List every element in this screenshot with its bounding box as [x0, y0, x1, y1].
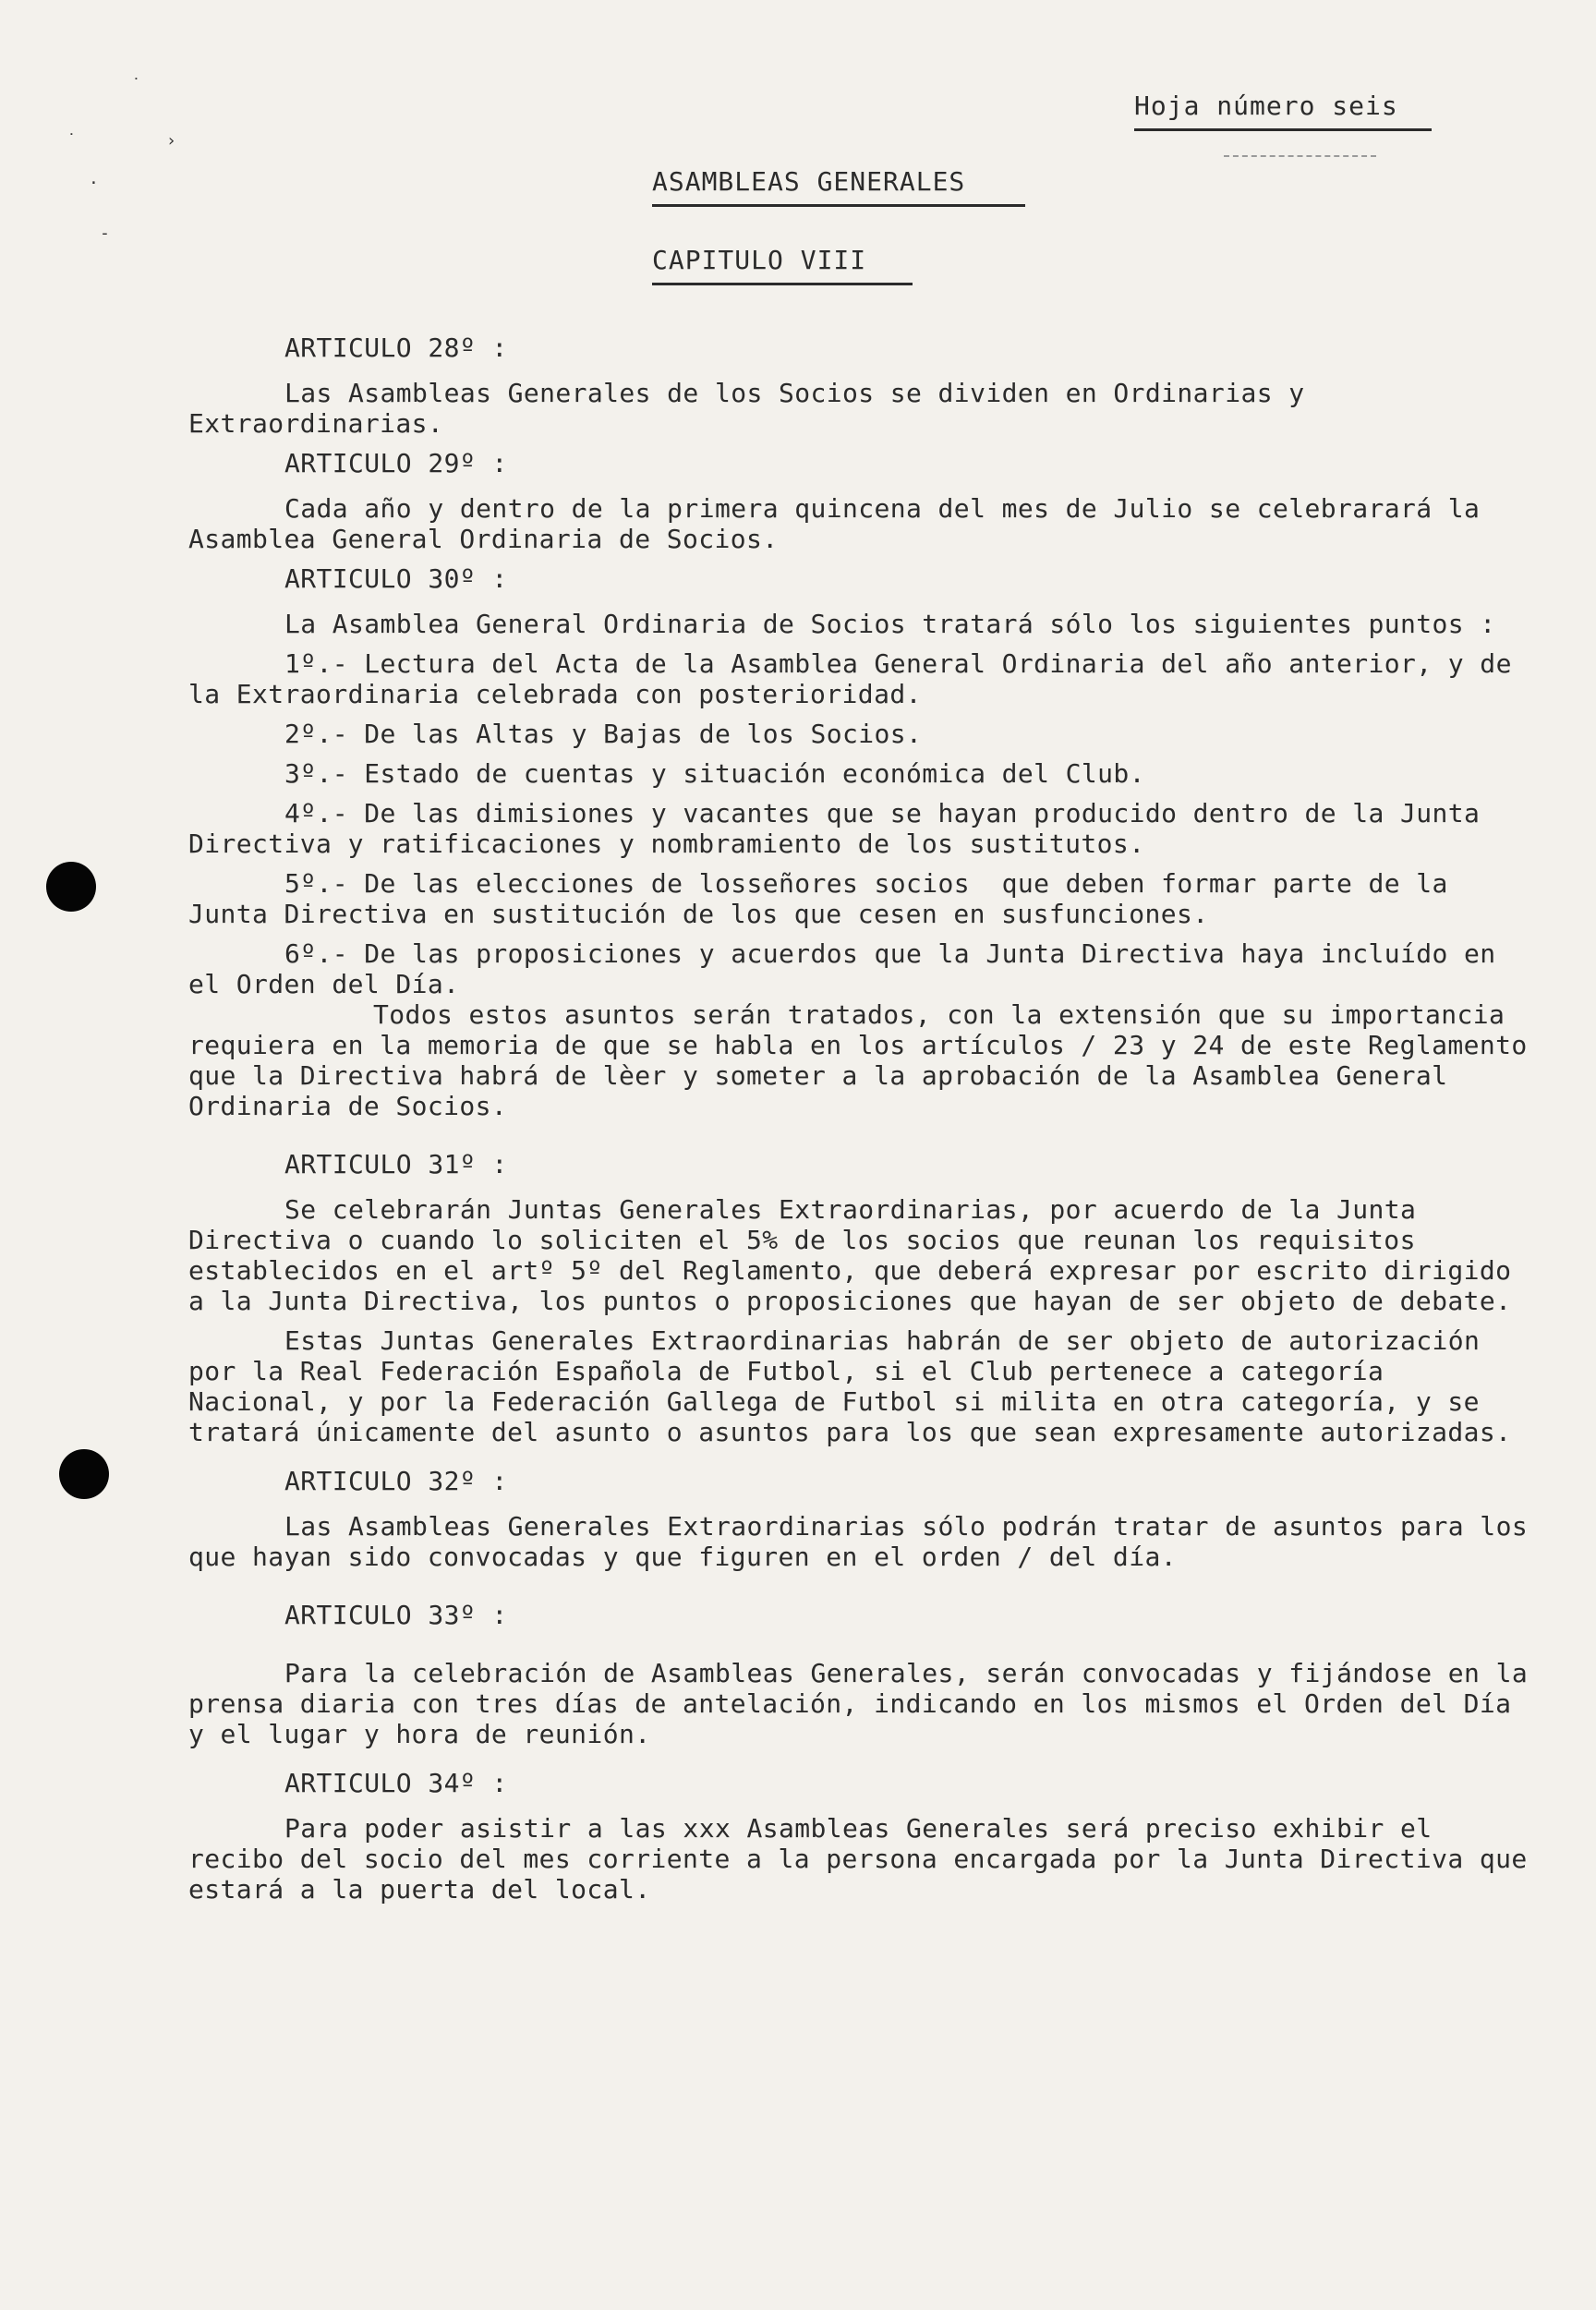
article-title: ARTICULO 31º : [284, 1149, 508, 1179]
article-paragraph: Para poder asistir a las xxx Asambleas Generales será preciso exhibir el recibo del socio del mes corriente a la persona encargada por la Junta Directiva que estará a la puerta del local. [188, 1813, 1543, 1905]
article-title: ARTICULO 34º : [284, 1768, 508, 1798]
punch-hole [46, 862, 96, 912]
stray-mark: ˙ [131, 76, 141, 95]
stray-mark: › [166, 131, 176, 151]
section-title: ASAMBLEAS GENERALES [652, 166, 1025, 207]
list-item: 4º.- De las dimisiones y vacantes que se hayan producido dentro de la Junta Directiva y ratificaciones y nombramiento de los sustitutos. [188, 798, 1496, 859]
article-paragraph: Se celebrarán Juntas Generales Extraordinarias, por acuerdo de la Junta Directiva o cuando lo soliciten el 5% de los socios que reunan los requisitos establecidos en el artº 5º del Reglamento, que deberá expresar por escrito dirigido a la Junta Directiva, los puntos o proposiciones que hayan de ser objeto de debate. [188, 1194, 1528, 1316]
article-paragraph: La Asamblea General Ordinaria de Socios tratará sólo los siguientes puntos : [284, 609, 1496, 639]
article-title: ARTICULO 33º : [284, 1600, 508, 1630]
sheet-number: Hoja número seis [1134, 91, 1432, 131]
list-item: 5º.- De las elecciones de losseñores socios que deben formar parte de la Junta Directiva en sustitución de los que cesen en susfunciones. [188, 868, 1465, 929]
punch-hole [59, 1449, 109, 1499]
list-item: 6º.- De las proposiciones y acuerdos que la Junta Directiva haya incluído en el Orden del Día. [188, 938, 1512, 999]
article-paragraph: Las Asambleas Generales de los Socios se dividen en Ordinarias y Extraordinarias. [188, 378, 1321, 439]
stray-mark: - [100, 224, 110, 243]
dashed-line [1224, 155, 1376, 157]
article-paragraph: Todos estos asuntos serán tratados, con la extensión que su importancia requiera en la memoria de que se habla en los artículos / 23 y 24 de este Reglamento que la Directiva habrá de lèer y someter a la aprobación de la Asamblea General Ordinaria de Socios. [188, 999, 1543, 1121]
article-paragraph: Las Asambleas Generales Extraordinarias sólo podrán tratar de asuntos para los que hayan sido convocadas y que figuren en el orden / del día. [188, 1511, 1544, 1572]
stray-mark: ˙ [66, 131, 77, 151]
list-item: 1º.- Lectura del Acta de la Asamblea General Ordinaria del año anterior, y de la Extraordinaria celebrada con posterioridad. [188, 648, 1529, 709]
article-paragraph: Para la celebración de Asambleas Generales, serán convocadas y fijándose en la prensa diaria con tres días de antelación, indicando en los mismos el Orden del Día y el lugar y hora de reunión. [188, 1658, 1544, 1749]
article-title: ARTICULO 32º : [284, 1466, 508, 1496]
stray-mark: · [89, 174, 99, 193]
list-item: 3º.- Estado de cuentas y situación económica del Club. [284, 758, 1145, 789]
article-title: ARTICULO 28º : [284, 333, 508, 363]
article-title: ARTICULO 30º : [284, 563, 508, 594]
chapter-title: CAPITULO VIII [652, 245, 913, 285]
article-title: ARTICULO 29º : [284, 448, 508, 478]
article-paragraph: Cada año y dentro de la primera quincena del mes de Julio se celebrarará la Asamblea General Ordinaria de Socios. [188, 493, 1496, 554]
document-body [188, 333, 1544, 1919]
article-paragraph: Estas Juntas Generales Extraordinarias habrán de ser objeto de autorización por la Real Federación Española de Futbol, si el Club pertenece a categoría Nacional, y por la Federación Gallega de Futbol si milita en otra categoría, y se tratará únicamente del asunto o asuntos para los que sean expresamente autorizadas. [188, 1325, 1512, 1447]
list-item: 2º.- De las Altas y Bajas de los Socios. [284, 719, 923, 749]
